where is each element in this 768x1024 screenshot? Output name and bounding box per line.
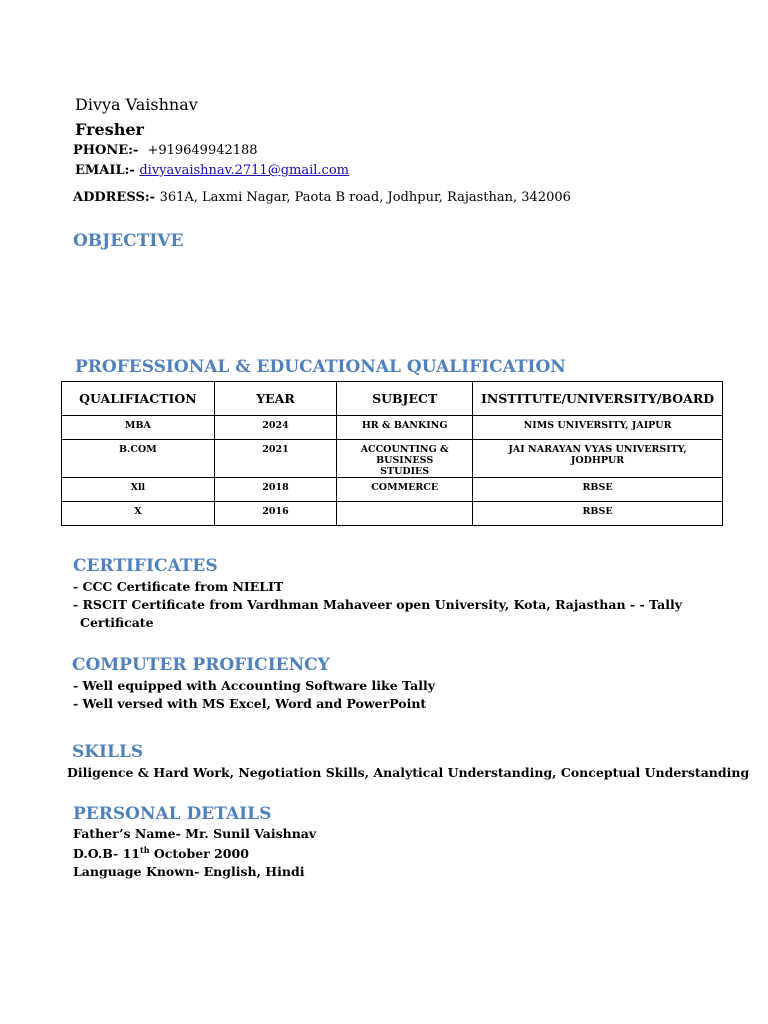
father-name: Father’s Name- Mr. Sunil Vaishnav [73, 826, 317, 841]
objective-heading: OBJECTIVE [73, 231, 184, 251]
table-cell: 2021 [214, 440, 336, 478]
table-row [62, 478, 723, 502]
table-cell: NIMS UNIVERSITY, JAIPUR [473, 416, 723, 440]
skills-heading: SKILLS [72, 742, 144, 762]
dob-suffix: October 2000 [149, 846, 249, 862]
table-header-row [62, 382, 723, 416]
skills-text: Diligence & Hard Work, Negotiation Skills, Analytical Understanding, Conceptual Understanding [67, 765, 750, 780]
address-label: ADDRESS:- [73, 190, 156, 205]
phone-number: +919649942188 [147, 143, 258, 158]
table-cell: Xll [62, 478, 215, 502]
table-row [62, 440, 723, 478]
qualification-heading: PROFESSIONAL & EDUCATIONAL QUALIFICATION [75, 357, 566, 377]
table-cell: B.COM [62, 440, 215, 478]
column-header: INSTITUTE/UNIVERSITY/BOARD [473, 382, 723, 416]
table-cell: HR & BANKING [337, 416, 473, 440]
email-label: EMAIL:- [75, 163, 135, 178]
table-cell: ACCOUNTING & BUSINESS STUDIES [337, 440, 473, 478]
table-cell: COMMERCE [337, 478, 473, 502]
table-row [62, 502, 723, 526]
dob-ordinal: th [140, 845, 150, 855]
table-cell: 2018 [214, 478, 336, 502]
languages-known: Language Known- English, Hindi [73, 864, 305, 879]
list-item: - CCC Certificate from NIELIT [73, 579, 284, 594]
table-cell: RBSE [473, 502, 723, 526]
table-cell: RBSE [473, 478, 723, 502]
address-text: 361A, Laxmi Nagar, Paota B road, Jodhpur, Rajasthan, 342006 [159, 190, 571, 205]
column-header: YEAR [214, 382, 336, 416]
phone-label: PHONE:- [73, 143, 139, 158]
candidate-status: Fresher [75, 120, 144, 139]
list-item: - RSCIT Certificate from Vardhman Mahaveer open University, Kota, Rajasthan - - Tally [73, 597, 682, 612]
candidate-name: Divya Vaishnav [75, 95, 198, 114]
column-header: SUBJECT [337, 382, 473, 416]
dob-prefix: D.O.B- 11 [73, 846, 140, 862]
phone-line [73, 143, 258, 158]
table-cell: X [62, 502, 215, 526]
personal-details-heading: PERSONAL DETAILS [73, 804, 272, 824]
qualification-table [61, 381, 723, 526]
column-header: QUALIFIACTION [62, 382, 215, 416]
list-item: - Well equipped with Accounting Software like Tally [73, 678, 435, 693]
address-line [73, 190, 571, 205]
list-item: - Well versed with MS Excel, Word and PowerPoint [73, 696, 427, 711]
table-cell: 2016 [214, 502, 336, 526]
email-link[interactable]: divyavaishnav.2711@gmail.com [139, 163, 349, 178]
computer-proficiency-heading: COMPUTER PROFICIENCY [72, 655, 330, 675]
table-cell: 2024 [214, 416, 336, 440]
certificates-heading: CERTIFICATES [73, 556, 218, 576]
table-row [62, 416, 723, 440]
table-cell [337, 502, 473, 526]
list-item: Certificate [80, 615, 154, 630]
date-of-birth [73, 845, 249, 861]
email-line [75, 163, 349, 178]
table-cell: JAI NARAYAN VYAS UNIVERSITY, JODHPUR [473, 440, 723, 478]
table-cell: MBA [62, 416, 215, 440]
